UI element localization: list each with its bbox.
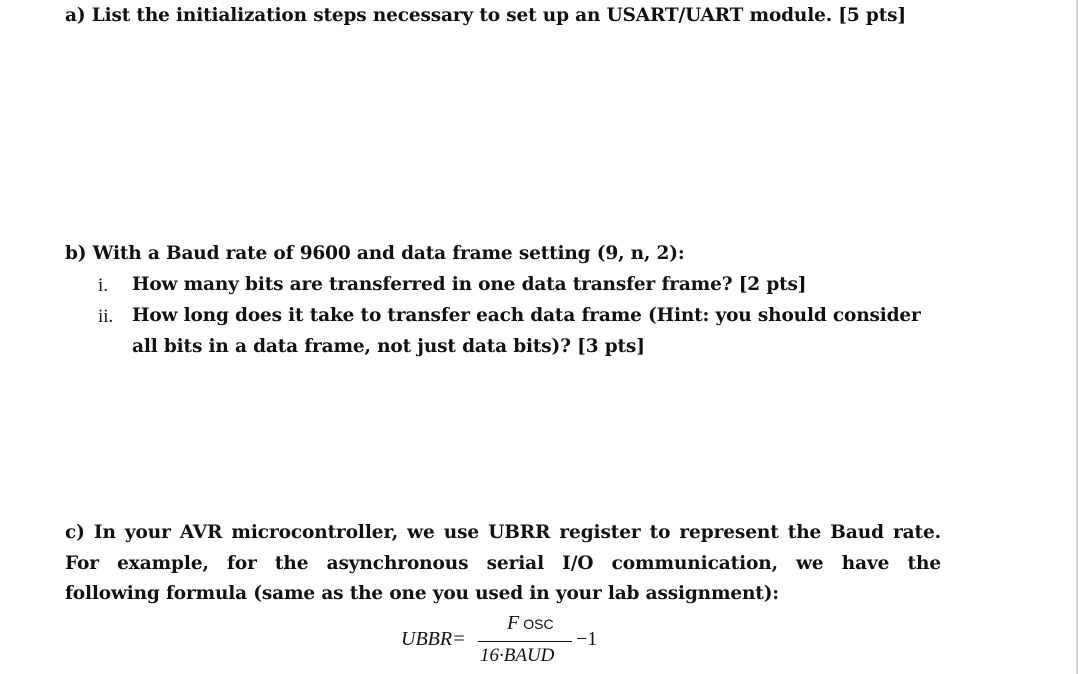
item-number-ii: ii. — [98, 306, 114, 327]
fraction-bar — [478, 641, 572, 642]
question-b-ii-line1: How long does it take to transfer each data frame (Hint: you should consider — [132, 305, 921, 326]
question-c-line3: following formula (same as the one you used in your lab assignment): — [65, 583, 779, 604]
formula-numerator-sub: OSC — [523, 616, 554, 632]
question-c-line2: For example, for the asynchronous serial I/O communication, we have the — [65, 553, 941, 574]
question-a: a) List the initialization steps necessary to set up an USART/UART module. [5 pts] — [65, 5, 906, 26]
formula-tail: −1 — [576, 628, 598, 650]
formula-numerator-var: F — [507, 612, 520, 634]
formula-lhs: UBBR= — [401, 628, 466, 650]
question-b: b) With a Baud rate of 9600 and data frame setting (9, n, 2): — [65, 243, 685, 264]
question-b-i: How many bits are transferred in one data transfer frame? [2 pts] — [132, 274, 807, 295]
item-number-i: i. — [98, 275, 109, 296]
formula-numerator — [507, 612, 554, 635]
question-c-line1: c) In your AVR microcontroller, we use UBRR register to represent the Baud rate. — [65, 522, 941, 543]
cut-off-text-line — [40, 668, 820, 674]
question-b-ii-line2: all bits in a data frame, not just data bits)? [3 pts] — [132, 336, 645, 357]
formula-denominator: 16·BAUD — [480, 645, 555, 666]
